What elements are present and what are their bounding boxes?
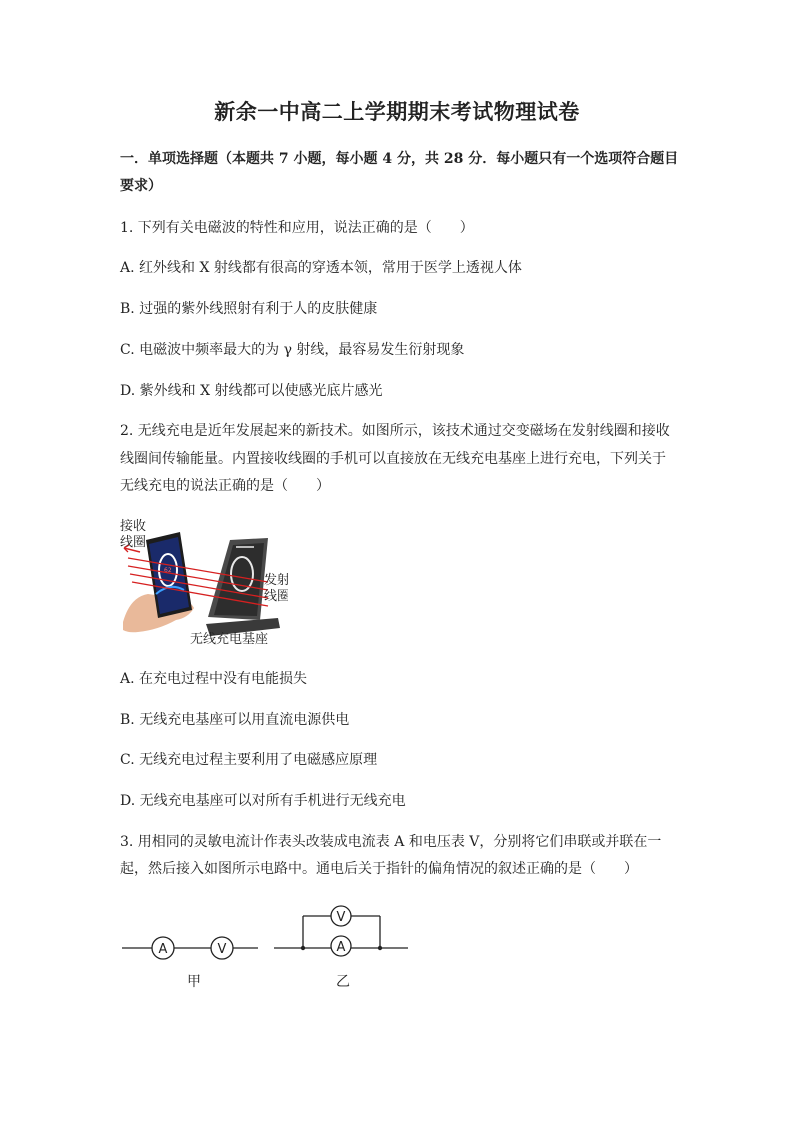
q1-option-d: D. 紫外线和 X 射线都可以使感光底片感光: [120, 383, 383, 399]
label-receive-coil-1: 接收: [120, 519, 147, 534]
junction-dot-right: [378, 946, 382, 950]
q3-stem-line-2: 起，然后接入如图所示电路中。通电后关于指针的偏角情况的叙述正确的是（ ）: [120, 861, 638, 877]
q2-option-b: B. 无线充电基座可以用直流电源供电: [120, 712, 350, 728]
exam-title: 新余一中高二上学期期末考试物理试卷: [214, 99, 580, 124]
q2-option-d: D. 无线充电基座可以对所有手机进行无线充电: [120, 793, 406, 809]
q2-stem-line-3: 无线充电的说法正确的是（ ）: [120, 478, 330, 494]
series-voltmeter: [211, 937, 233, 959]
q3-stem-line-1: 3. 用相同的灵敏电流计作表头改装成电流表 A 和电压表 V，分别将它们串联或并联在一: [120, 834, 662, 850]
svg-text:A: A: [158, 942, 168, 957]
label-transmit-coil-2: 线圈: [264, 589, 288, 604]
svg-text:V: V: [336, 910, 346, 925]
q2-stem-line-1: 2. 无线充电是近年发展起来的新技术。如图所示，该技术通过交变磁场在发射线圈和接收: [120, 423, 670, 439]
parallel-ammeter: [331, 936, 351, 956]
section-heading-line-1: 一．单项选择题（本题共 7 小题，每小题 4 分，共 28 分．每小题只有一个选项符合题目: [120, 151, 679, 167]
svg-text:V: V: [217, 942, 227, 957]
label-receive-coil-2: 线圈: [120, 535, 147, 550]
parallel-voltmeter: [331, 906, 351, 926]
q1-stem: 1. 下列有关电磁波的特性和应用，说法正确的是（ ）: [120, 220, 474, 236]
junction-dot-left: [301, 946, 305, 950]
svg-text:62: 62: [164, 567, 172, 574]
q1-option-c: C. 电磁波中频率最大的为 γ 射线，最容易发生衍射现象: [120, 342, 465, 358]
q2-option-c: C. 无线充电过程主要利用了电磁感应原理: [120, 752, 378, 768]
figure-caption: 无线充电基座: [190, 632, 269, 647]
circuit-label-left: 甲: [187, 974, 201, 990]
circuit-label-right: 乙: [336, 974, 350, 990]
series-ammeter: [152, 937, 174, 959]
circuit-diagram: [118, 900, 418, 995]
q1-option-a: A. 红外线和 X 射线都有很高的穿透本领，常用于医学上透视人体: [120, 260, 522, 276]
section-heading-line-2: 要求）: [120, 178, 162, 194]
svg-text:A: A: [336, 940, 346, 955]
label-transmit-coil-1: 发射: [264, 573, 288, 588]
q2-option-a: A. 在充电过程中没有电能损失: [120, 671, 308, 687]
section-heading: [120, 146, 680, 200]
q2-stem-line-2: 线圈间传输能量。内置接收线圈的手机可以直接放在无线充电基座上进行充电，下列关于: [120, 451, 666, 467]
wireless-charging-figure: [118, 512, 288, 650]
q1-option-b: B. 过强的紫外线照射有利于人的皮肤健康: [120, 301, 378, 317]
